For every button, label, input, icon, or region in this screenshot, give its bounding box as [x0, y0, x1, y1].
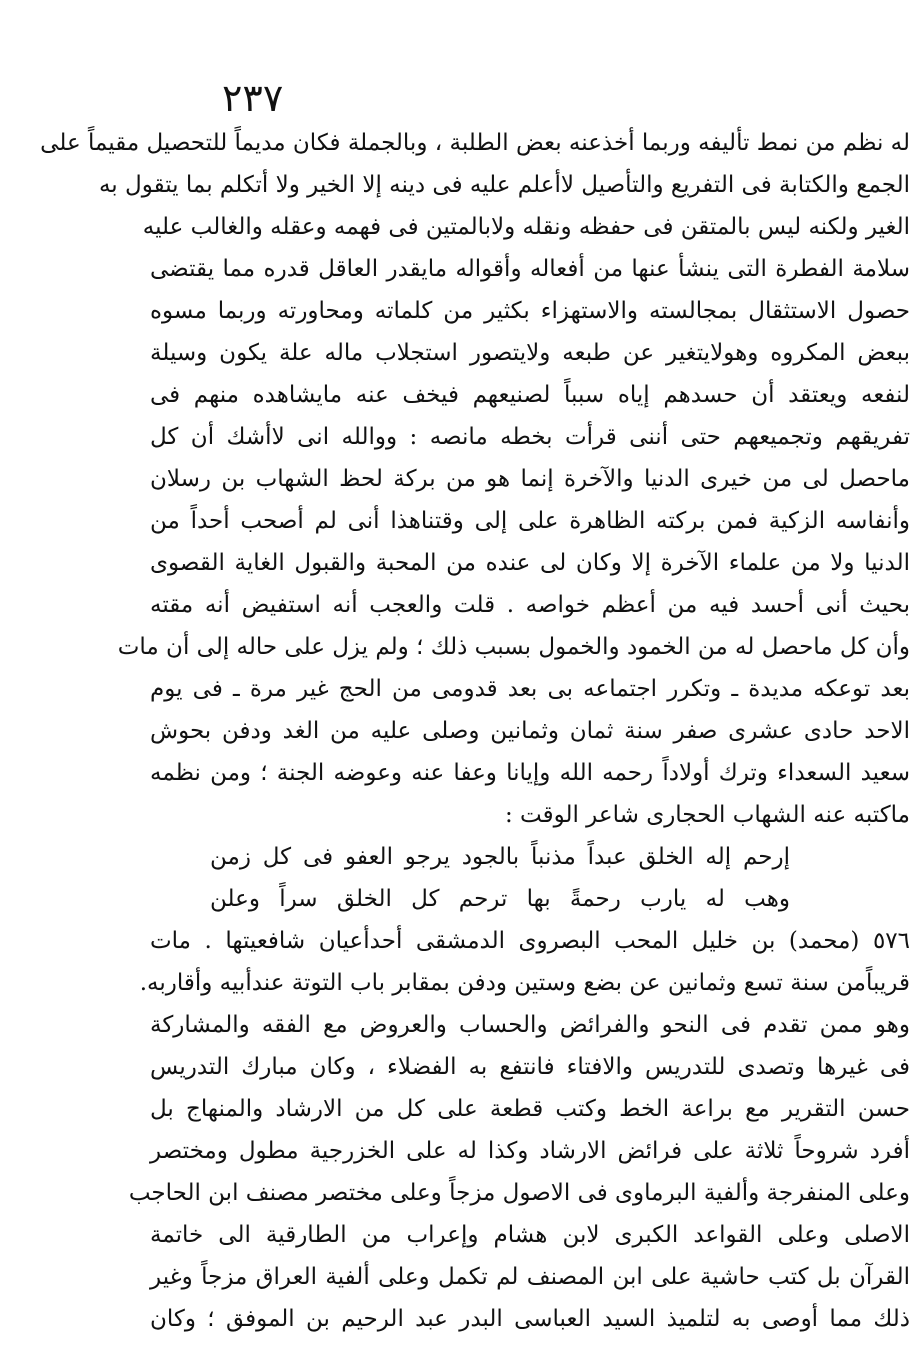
text-line: الاصلى وعلى القواعد الكبرى لابن هشام وإعراب من الطارقية الى خاتمة	[150, 1222, 910, 1248]
text-line: وهو ممن تقدم فى النحو والفرائض والحساب والعروض مع الفقه والمشاركة	[150, 1012, 910, 1038]
text-line: الاحد حادى عشرى صفر سنة ثمان وثمانين وصلى عليه من الغد ودفن بحوش	[150, 718, 910, 744]
text-line: لنفعه ويعتقد أن حسدهم إياه سبباً لصنيعهم فيخف عنه مايشاهده منهم فى	[150, 382, 910, 408]
text-line: بحيث أنى أحسد فيه من أعظم خواصه . قلت والعجب أنه استفيض أنه مقته	[150, 592, 910, 618]
text-line: تفريقهم وتجميعهم حتى أننى قرأت بخطه مانصه : ووالله انى لاأشك أن كل	[150, 424, 910, 450]
text-line: له نظم من نمط تأليفه وربما أخذعنه بعض الطلبة ، وبالجملة فكان مديماً للتحصيل مقيماً على	[40, 130, 910, 156]
text-line: ذلك مما أوصى به لتلميذ السيد العباسى البدر عبد الرحيم بن الموفق ؛ وكان	[150, 1306, 910, 1332]
page-number: ٢٣٧	[222, 76, 284, 120]
text-line: فى غيرها وتصدى للتدريس والافتاء فانتفع به الفضلاء ، وكان مبارك التدريس	[150, 1054, 910, 1080]
poem-verse: وهب له يارب رحمةً بها ترحم كل الخلق سراً وعلن	[210, 886, 790, 912]
text-line: ببعض المكروه وهولايتغير عن طبعه ولايتصور استجلاب ماله علة يكون وسيلة	[150, 340, 910, 366]
text-line: أفرد شروحاً ثلاثة على فرائض الارشاد وكذا له على الخزرجية مطول ومختصر	[150, 1138, 910, 1164]
text-body	[40, 122, 911, 1340]
text-line: الغير ولكنه ليس بالمتقن فى حفظه ونقله ولابالمتين فى فهمه وعقله والغالب عليه	[142, 214, 910, 240]
text-line: وعلى المنفرجة وألفية البرماوى فى الاصول مزجاً وعلى مختصر مصنف ابن الحاجب	[128, 1180, 910, 1206]
text-line: ماحصل لى من خيرى الدنيا والآخرة إنما هو من بركة لحظ الشهاب بن رسلان	[150, 466, 910, 492]
text-line: ماكتبه عنه الشهاب الحجارى شاعر الوقت :	[504, 802, 910, 828]
text-line: سعيد السعداء وترك أولاداً رحمه الله وإيانا وعفا عنه وعوضه الجنة ؛ ومن نظمه	[150, 760, 910, 786]
text-line: حصول الاستثقال بمجالسته والاستهزاء بكثير من كلماته ومحاورته وربما مسوه	[150, 298, 910, 324]
text-line: وأنفاسه الزكية فمن بركته الظاهرة على إلى وقتناهذا أنى لم أصحب أحداً من	[150, 508, 910, 534]
text-line: قريباًمن سنة تسع وثمانين عن بضع وستين ودفن بمقابر باب التوتة عندأبيه وأقاربه.	[139, 970, 910, 996]
text-line: حسن التقرير مع براعة الخط وكتب قطعة على كل من الارشاد والمنهاج بل	[150, 1096, 910, 1122]
text-line: وأن كل ماحصل له من الخمود والخمول بسبب ذلك ؛ ولم يزل على حاله إلى أن مات	[117, 634, 910, 660]
text-line: القرآن بل كتب حاشية على ابن المصنف لم تكمل وعلى ألفية العراق مزجاً وغير	[150, 1264, 911, 1290]
text-line: الجمع والكتابة فى التفريع والتأصيل لاأعلم عليه فى دينه إلا الخير ولا أتكلم بما يتقول به	[98, 172, 910, 198]
text-line: بعد توعكه مديدة ـ وتكرر اجتماعه بى بعد قدومى من الحج غير مرة ـ فى يوم	[150, 676, 910, 702]
text-line: الدنيا ولا من علماء الآخرة إلا وكان لى عنده من المحبة والقبول الغاية القصوى	[150, 550, 910, 576]
entry-heading-line: ٥٧٦ (محمد) بن خليل المحب البصروى الدمشقى أحدأعيان شافعيتها . مات	[150, 928, 910, 954]
poem-verse: إرحم إله الخلق عبداً مذنباً بالجود يرجو العفو فى كل زمن	[210, 844, 790, 870]
text-line: سلامة الفطرة التى ينشأ عنها من أفعاله وأقواله مايقدر العاقل قدره مما يقتضى	[150, 256, 910, 282]
